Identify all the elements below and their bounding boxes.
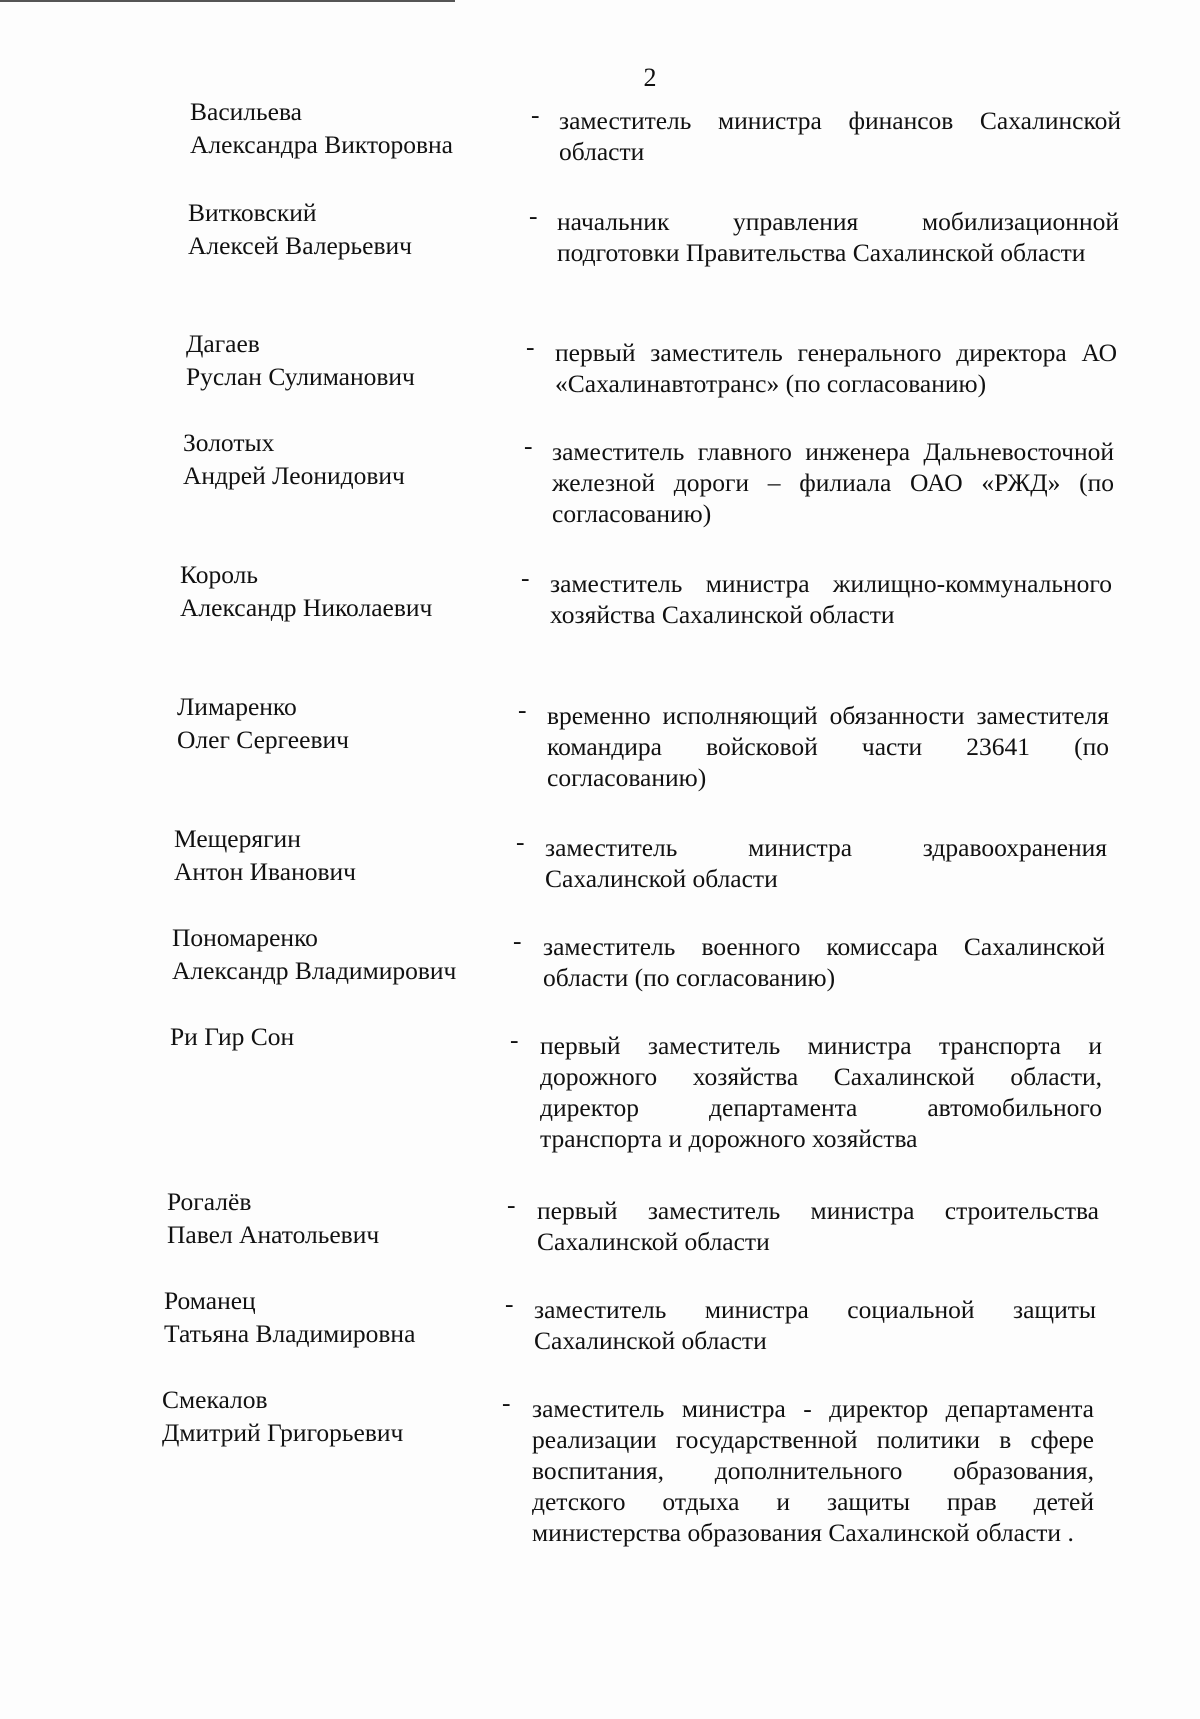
member-given-names: Татьяна Владимировна xyxy=(164,1319,416,1348)
member-given-names: Антон Иванович xyxy=(174,857,356,886)
member-role: заместитель министра финансов Сахалинской области xyxy=(559,106,1121,166)
member-surname: Смекалов xyxy=(162,1385,268,1414)
separator-dash: - xyxy=(529,201,538,230)
member-role: временно исполняющий обязанности заместителя командира войсковой части 23641 (по согласованию) xyxy=(547,701,1109,792)
member-name xyxy=(174,822,504,888)
member-name xyxy=(183,426,513,492)
member-role: заместитель министра здравоохранения Сахалинской области xyxy=(545,833,1107,893)
member-given-names: Олег Сергеевич xyxy=(177,725,349,754)
separator-dash: - xyxy=(524,431,533,460)
member-name xyxy=(167,1185,497,1251)
separator-dash: - xyxy=(518,695,527,724)
member-given-names: Алексей Валерьевич xyxy=(188,231,412,260)
member-surname: Золотых xyxy=(183,428,275,457)
separator-dash: - xyxy=(510,1025,519,1054)
member-name xyxy=(162,1383,492,1449)
member-name xyxy=(186,327,516,393)
top-rule xyxy=(0,0,455,2)
member-surname: Васильева xyxy=(190,97,302,126)
member-name xyxy=(190,95,520,161)
member-given-names: Руслан Сулиманович xyxy=(186,362,415,391)
separator-dash: - xyxy=(531,100,540,129)
separator-dash: - xyxy=(507,1190,516,1219)
member-surname: Витковский xyxy=(188,198,317,227)
separator-dash: - xyxy=(521,563,530,592)
member-role: заместитель военного комиссара Сахалинской области (по согласованию) xyxy=(543,932,1105,992)
member-given-names: Александра Викторовна xyxy=(190,130,453,159)
member-given-names: Александр Владимирович xyxy=(172,956,457,985)
member-role: заместитель министра жилищно-коммунального хозяйства Сахалинской области xyxy=(550,569,1112,629)
member-surname: Рогалёв xyxy=(167,1187,252,1216)
member-given-names: Павел Анатольевич xyxy=(167,1220,380,1249)
member-surname: Пономаренко xyxy=(172,923,318,952)
member-surname: Король xyxy=(180,560,259,589)
member-name xyxy=(180,558,510,624)
member-surname: Лимаренко xyxy=(177,692,297,721)
separator-dash: - xyxy=(516,827,525,856)
member-role: первый заместитель министра транспорта и дорожного хозяйства Сахалинской области, директор департамента автомобильного транспорта и дорожного хозяйства xyxy=(540,1031,1102,1153)
member-given-names: Александр Николаевич xyxy=(180,593,433,622)
member-surname: Ри Гир Сон xyxy=(170,1022,295,1051)
member-surname: Мещерягин xyxy=(174,824,301,853)
separator-dash: - xyxy=(526,332,535,361)
member-name xyxy=(164,1284,494,1350)
member-role: заместитель министра - директор департамента реализации государственной политики в сфере воспитания, дополнительного образования, детского отдыха и защиты прав детей министерства образования Сахалинской области . xyxy=(532,1394,1094,1547)
member-role: начальник управления мобилизационной подготовки Правительства Сахалинской области xyxy=(557,207,1119,267)
member-surname: Дагаев xyxy=(186,329,260,358)
member-name xyxy=(177,690,507,756)
member-given-names: Дмитрий Григорьевич xyxy=(162,1418,404,1447)
separator-dash: - xyxy=(502,1388,511,1417)
member-role: заместитель главного инженера Дальневосточной железной дороги – филиала ОАО «РЖД» (по согласованию) xyxy=(552,437,1114,528)
member-name xyxy=(172,921,502,987)
member-surname: Романец xyxy=(164,1286,256,1315)
member-given-names: Андрей Леонидович xyxy=(183,461,405,490)
member-name xyxy=(188,196,518,262)
member-role: заместитель министра социальной защиты Сахалинской области xyxy=(534,1295,1096,1355)
member-role: первый заместитель министра строительства Сахалинской области xyxy=(537,1196,1099,1256)
member-role: первый заместитель генерального директора АО «Сахалинавтотранс» (по согласованию) xyxy=(555,338,1117,398)
separator-dash: - xyxy=(505,1289,514,1318)
member-name xyxy=(170,1020,500,1053)
separator-dash: - xyxy=(513,926,522,955)
page-number: 2 xyxy=(643,63,657,92)
